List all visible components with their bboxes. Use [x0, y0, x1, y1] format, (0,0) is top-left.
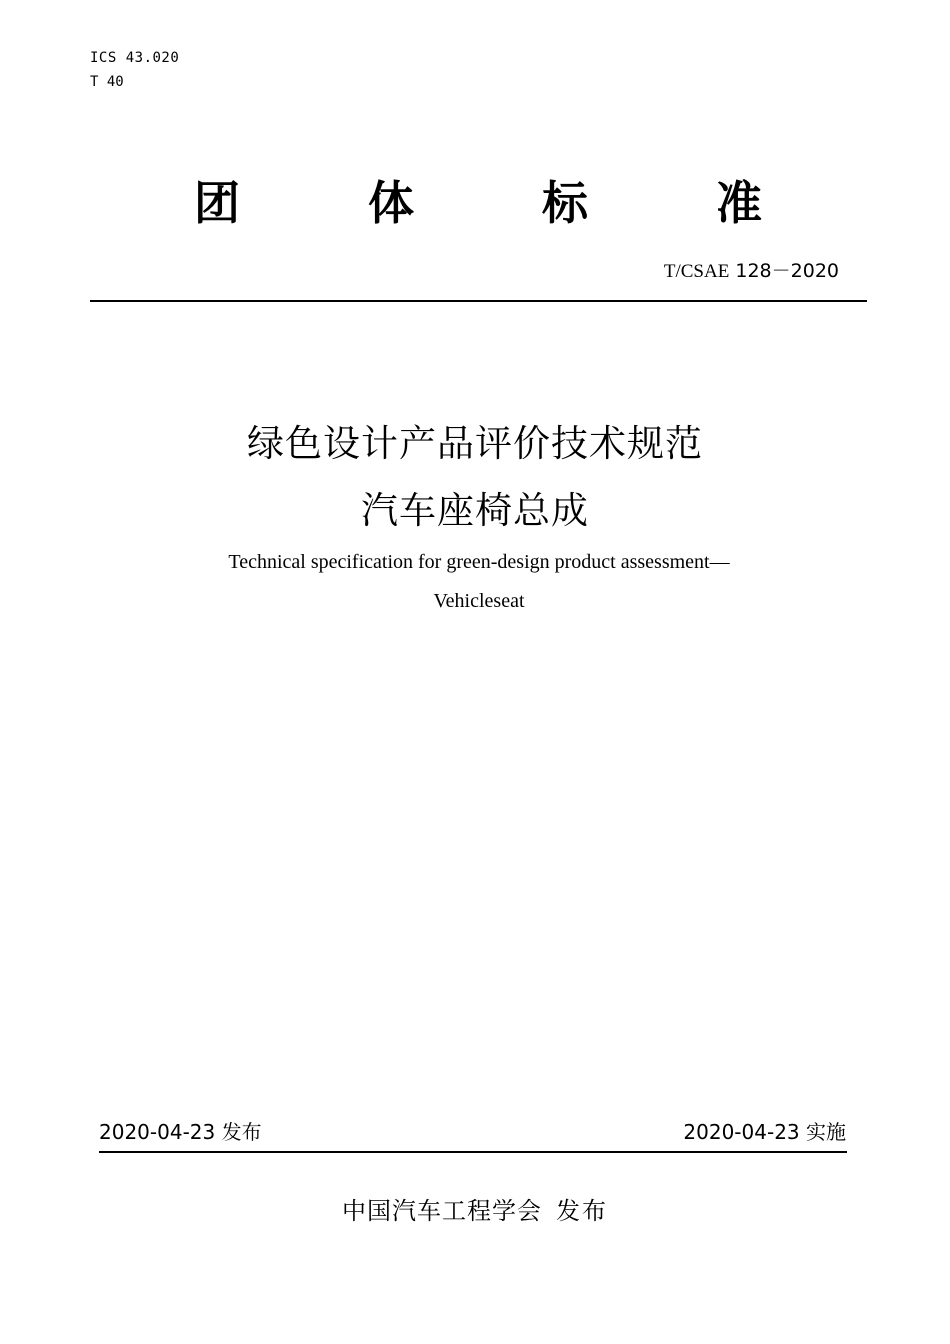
standard-number-prefix: T/CSAE: [663, 261, 730, 282]
title-english-line-2: Vehicleseat: [433, 590, 525, 612]
publisher-action: 发布: [556, 1197, 608, 1225]
ics-code: ICS 43.020: [90, 50, 180, 66]
standard-type-char-3: 标: [542, 176, 588, 230]
title-chinese-line-1: 绿色设计产品评价技术规范: [247, 422, 703, 465]
title-english-line-1: Technical specification for green-design product assessment—: [228, 551, 730, 573]
publisher-organization: 中国汽车工程学会: [342, 1197, 542, 1225]
standard-number: [664, 259, 839, 284]
standard-type-char-4: 准: [716, 176, 762, 230]
classification-code: T 40: [90, 74, 124, 90]
issue-date: 2020-04-23 发布: [99, 1120, 262, 1144]
title-chinese-line-2: 汽车座椅总成: [361, 489, 589, 532]
publisher: [0, 1195, 950, 1227]
standard-type-char-2: 体: [368, 176, 414, 230]
implementation-date: 2020-04-23 实施: [683, 1120, 846, 1144]
standard-number-value: 128－2020: [735, 260, 839, 282]
standard-type-char-1: 团: [194, 176, 240, 230]
header-divider: [90, 300, 867, 302]
footer-divider: [99, 1151, 847, 1153]
